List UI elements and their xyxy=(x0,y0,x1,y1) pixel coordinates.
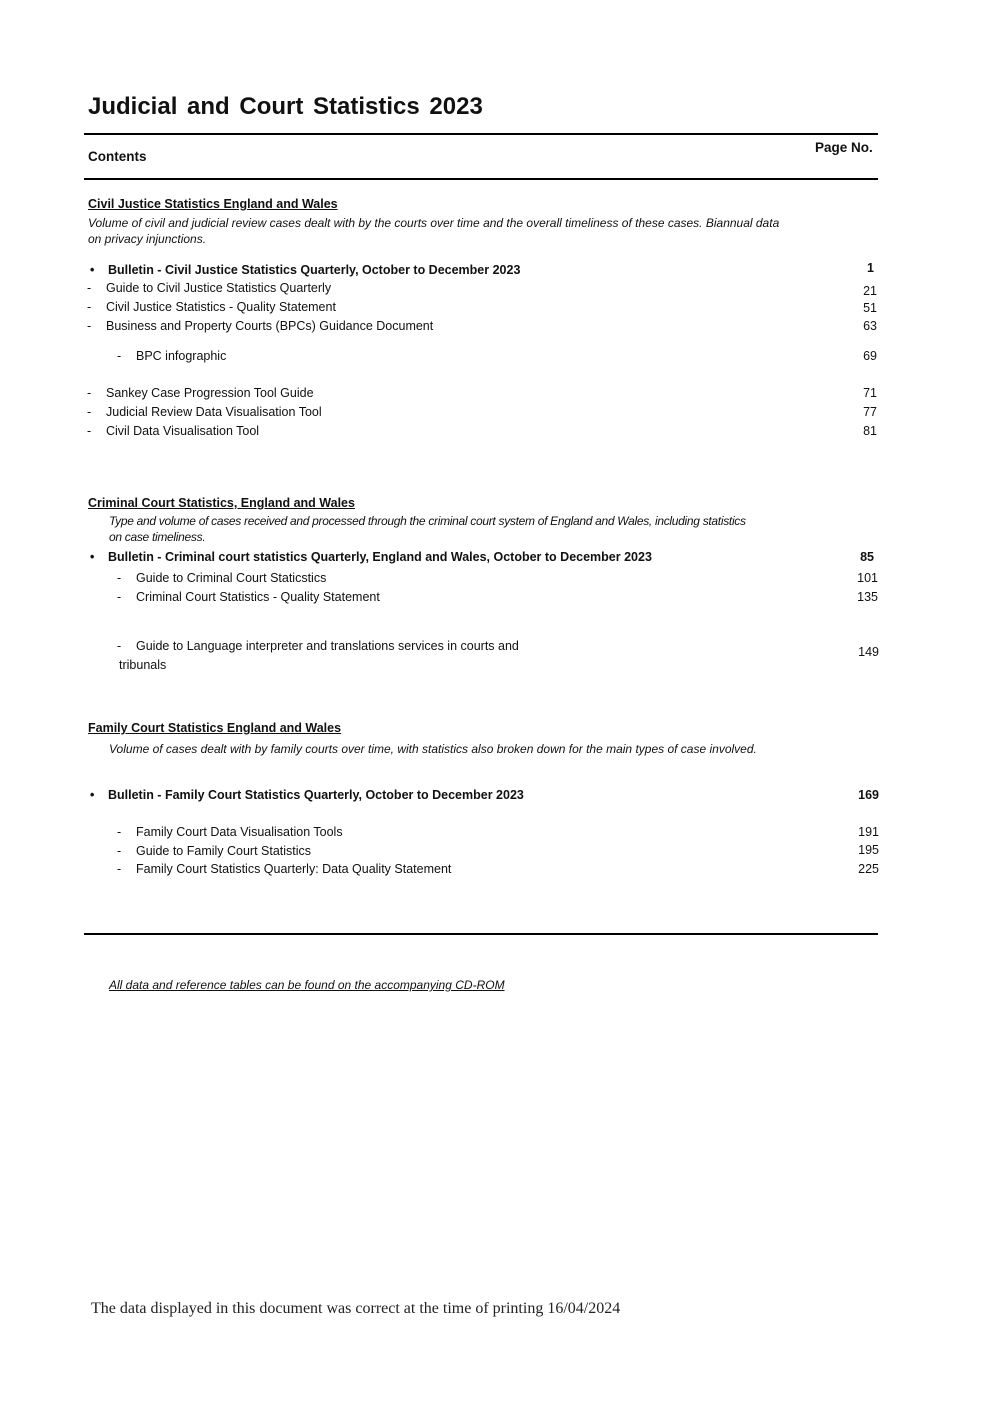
toc-entry-label: Bulletin - Criminal court statistics Quarterly, England and Wales, October to December 2023 xyxy=(108,550,652,564)
toc-page-number: 81 xyxy=(863,424,877,438)
toc-entry[interactable] xyxy=(90,788,524,802)
toc-entry-label: Guide to Language interpreter and translations services in courts and xyxy=(136,639,519,653)
dash-icon: - xyxy=(117,844,122,858)
toc-entry[interactable] xyxy=(87,319,433,333)
toc-entry-label: Civil Justice Statistics - Quality Statement xyxy=(106,300,336,314)
toc-entry-label: Guide to Civil Justice Statistics Quarterly xyxy=(106,281,332,295)
toc-entry[interactable] xyxy=(87,405,322,419)
bullet-icon: • xyxy=(90,263,95,277)
toc-entry-label: Business and Property Courts (BPCs) Guidance Document xyxy=(106,319,434,333)
document-title: Judicial and Court Statistics 2023 xyxy=(88,93,483,120)
toc-page-number: 195 xyxy=(858,843,879,857)
toc-entry-label: Bulletin - Family Court Statistics Quarterly, October to December 2023 xyxy=(108,788,524,802)
divider-top xyxy=(84,133,878,135)
toc-entry-label: Sankey Case Progression Tool Guide xyxy=(106,386,314,400)
toc-page-number: 71 xyxy=(863,386,877,400)
dash-icon: - xyxy=(117,862,122,876)
toc-entry[interactable] xyxy=(117,862,451,876)
toc-page-number: 225 xyxy=(858,862,879,876)
toc-page-number: 101 xyxy=(857,571,878,585)
dash-icon: - xyxy=(117,349,122,363)
toc-entry[interactable] xyxy=(87,386,314,400)
toc-page-number: 149 xyxy=(858,645,879,659)
cd-rom-note: All data and reference tables can be found on the accompanying CD-ROM xyxy=(109,978,505,992)
toc-entry-continuation: tribunals xyxy=(119,658,167,672)
section-heading-criminal: Criminal Court Statistics, England and Wales xyxy=(88,496,355,510)
section-description-civil: Volume of civil and judicial review cases dealt with by the courts over time and the overall timeliness of these cases. Biannual data on privacy injunctions. xyxy=(88,216,780,246)
dash-icon: - xyxy=(117,571,122,585)
contents-label: Contents xyxy=(88,149,147,164)
toc-page-number: 51 xyxy=(863,301,877,315)
toc-page-number: 69 xyxy=(863,349,877,363)
toc-entry-label: Guide to Criminal Court Staticstics xyxy=(136,571,327,585)
toc-entry-label: Criminal Court Statistics - Quality Statement xyxy=(136,590,380,604)
dash-icon: - xyxy=(117,590,122,604)
toc-page-number: 169 xyxy=(858,788,879,802)
page-no-label: Page No. xyxy=(815,140,873,155)
toc-entry-label: Family Court Data Visualisation Tools xyxy=(136,825,343,839)
toc-page-number: 1 xyxy=(867,261,874,275)
dash-icon: - xyxy=(87,424,92,438)
toc-page-number: 191 xyxy=(858,825,879,839)
dash-icon: - xyxy=(117,639,122,653)
section-heading-family: Family Court Statistics England and Wales xyxy=(88,721,342,735)
divider-bottom xyxy=(84,933,878,935)
toc-entry[interactable] xyxy=(117,349,226,363)
toc-entry-label: Family Court Statistics Quarterly: Data Quality Statement xyxy=(136,862,452,876)
toc-entry[interactable] xyxy=(87,424,259,438)
toc-page-number: 21 xyxy=(863,284,877,298)
toc-entry-label: Judicial Review Data Visualisation Tool xyxy=(106,405,322,419)
dash-icon: - xyxy=(87,405,92,419)
toc-entry[interactable] xyxy=(117,639,519,653)
toc-page-number: 85 xyxy=(860,550,874,564)
bullet-icon: • xyxy=(90,788,95,802)
toc-entry[interactable] xyxy=(90,263,520,277)
toc-entry[interactable] xyxy=(117,590,380,604)
toc-entry[interactable] xyxy=(90,550,652,564)
dash-icon: - xyxy=(117,825,122,839)
toc-entry[interactable] xyxy=(117,825,343,839)
toc-entry-label: Bulletin - Civil Justice Statistics Quarterly, October to December 2023 xyxy=(108,263,521,277)
section-heading-civil: Civil Justice Statistics England and Wales xyxy=(88,197,338,211)
section-description-family: Volume of cases dealt with by family courts over time, with statistics also broken down for the main types of case involved. xyxy=(109,742,757,756)
bullet-icon: • xyxy=(90,550,95,564)
toc-entry-label: Civil Data Visualisation Tool xyxy=(106,424,260,438)
toc-entry-label: BPC infographic xyxy=(136,349,227,363)
toc-entry-label: Guide to Family Court Statistics xyxy=(136,844,312,858)
toc-entry[interactable] xyxy=(117,571,326,585)
dash-icon: - xyxy=(87,386,92,400)
toc-entry[interactable] xyxy=(87,281,331,295)
toc-page-number: 135 xyxy=(857,590,878,604)
print-date-footer: The data displayed in this document was correct at the time of printing 16/04/2024 xyxy=(91,1300,621,1317)
dash-icon: - xyxy=(87,319,92,333)
toc-entry[interactable] xyxy=(117,844,311,858)
dash-icon: - xyxy=(87,300,92,314)
toc-page-number: 63 xyxy=(863,319,877,333)
section-description-criminal: Type and volume of cases received and processed through the criminal court system of England and Wales, including statistics on case timeliness. xyxy=(109,514,746,544)
dash-icon: - xyxy=(87,281,92,295)
toc-page-number: 77 xyxy=(863,405,877,419)
toc-entry[interactable] xyxy=(87,300,336,314)
divider-header xyxy=(84,178,878,180)
